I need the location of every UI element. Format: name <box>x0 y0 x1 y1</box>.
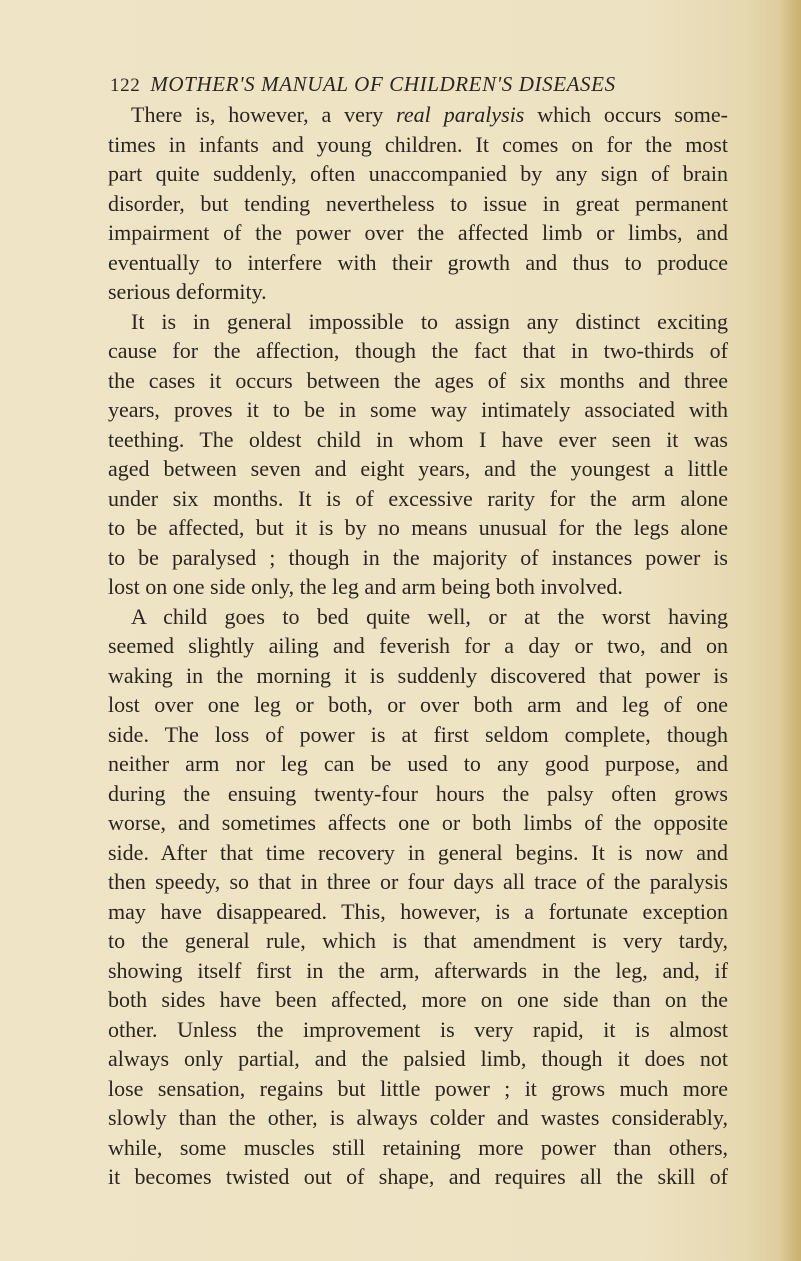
text-line: may have disappeared. This, however, is a fortunate exception <box>108 898 728 924</box>
text-line: lost on one side only, the leg and arm being both involved. <box>108 574 623 599</box>
text-line: it becomes twisted out of shape, and requires all the skill of <box>108 1164 728 1189</box>
text-line: neither arm nor leg can be used to any good purpose, and <box>108 751 728 776</box>
text-line: impairment of the power over the affected limb or limbs, and <box>108 220 728 245</box>
text-line: side. The loss of power is at first seldom complete, though <box>108 721 728 747</box>
body-text <box>108 100 728 1192</box>
text-line: during the ensuing twenty-four hours the palsy often grows <box>108 780 728 806</box>
text-line: to be affected, but it is by no means unusual for the legs alone <box>108 515 728 540</box>
text-line: slowly than the other, is always colder and wastes considerably, <box>108 1105 728 1130</box>
text-line: disorder, but tending nevertheless to issue in great permanent <box>108 190 728 216</box>
text-line: part quite suddenly, often unaccompanied by any sign of brain <box>108 161 728 186</box>
text-line: to be paralysed ; though in the majority of instances power is <box>108 544 728 570</box>
text-fragment: There is, however, a very <box>131 102 397 127</box>
text-line: seemed slightly ailing and feverish for a day or two, and on <box>108 633 728 658</box>
text-line: lost over one leg or both, or over both arm and leg of one <box>108 692 728 717</box>
text-line: It is in general impossible to assign any distinct exciting <box>131 308 728 334</box>
text-line: the cases it occurs between the ages of six months and three <box>108 367 728 393</box>
text-line: serious deformity. <box>108 279 267 304</box>
text-line: lose sensation, regains but little power ; it grows much more <box>108 1075 728 1101</box>
text-line: worse, and sometimes affects one or both limbs of the opposite <box>108 810 728 835</box>
text-line: years, proves it to be in some way intimately associated with <box>108 397 728 422</box>
page-edge-shadow <box>779 0 801 1261</box>
text-line: times in infants and young children. It comes on for the most <box>108 131 728 157</box>
text-line: showing itself first in the arm, afterwards in the leg, and, if <box>108 957 728 983</box>
text-line: cause for the affection, though the fact that in two-thirds of <box>108 338 728 363</box>
text-line: both sides have been affected, more on one side than on the <box>108 987 728 1012</box>
page-number: 122 <box>110 75 141 96</box>
running-head <box>110 72 730 97</box>
text-line: under six months. It is of excessive rarity for the arm alone <box>108 485 728 511</box>
text-line: always only partial, and the palsied limb, though it does not <box>108 1046 728 1071</box>
text-line: waking in the morning it is suddenly discovered that power is <box>108 662 728 688</box>
text-fragment: which occurs some- <box>524 102 729 127</box>
text-line: aged between seven and eight years, and the youngest a little <box>108 456 728 481</box>
text-line: while, some muscles still retaining more power than others, <box>108 1134 728 1160</box>
text-line <box>108 100 728 130</box>
text-line: side. After that time recovery in general begins. It is now and <box>108 839 728 865</box>
text-line: to the general rule, which is that amendment is very tardy, <box>108 928 728 953</box>
text-line: other. Unless the improvement is very rapid, it is almost <box>108 1016 728 1042</box>
text-line: then speedy, so that in three or four days all trace of the paralysis <box>108 869 728 894</box>
running-title: MOTHER'S MANUAL OF CHILDREN'S DISEASES <box>150 72 616 96</box>
text-line: eventually to interfere with their growth and thus to produce <box>108 249 728 275</box>
text-line: teething. The oldest child in whom I have ever seen it was <box>108 426 728 452</box>
text-line: A child goes to bed quite well, or at the worst having <box>131 603 728 629</box>
emphasis-text: real paralysis <box>396 102 525 127</box>
